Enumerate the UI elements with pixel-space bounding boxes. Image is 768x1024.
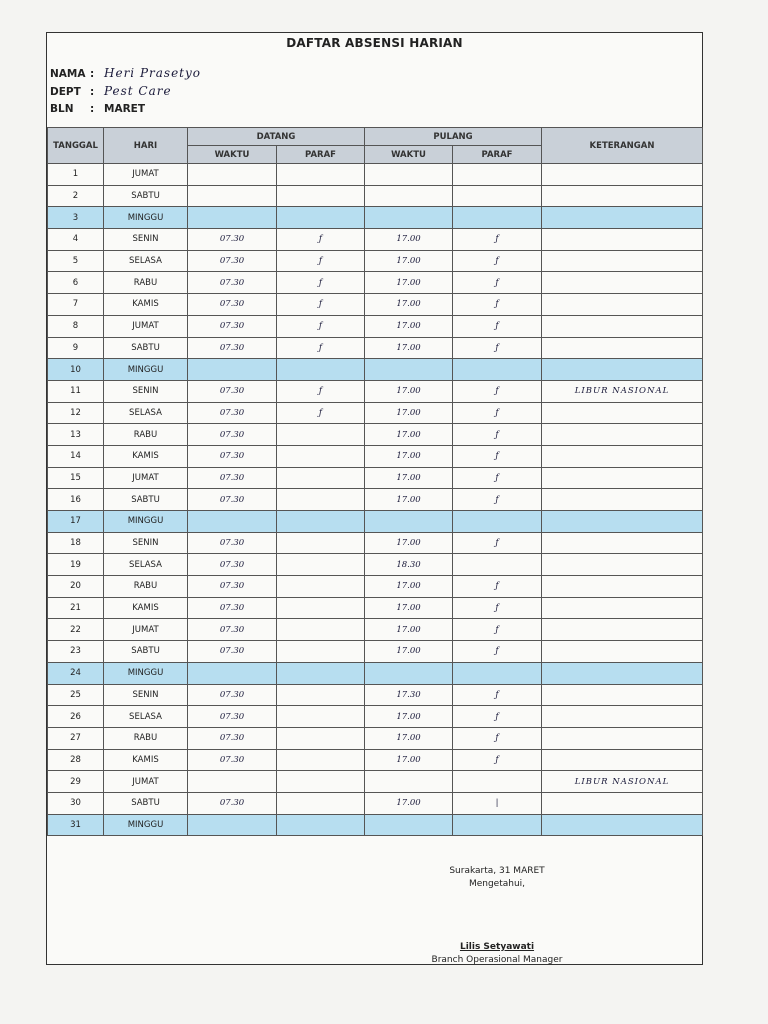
cell-datang-paraf xyxy=(277,489,365,511)
table-row xyxy=(48,207,703,229)
table-row xyxy=(48,359,703,381)
cell-datang-waktu: 07.30 xyxy=(188,250,277,272)
cell-tanggal: 11 xyxy=(48,380,104,402)
cell-tanggal: 22 xyxy=(48,619,104,641)
cell-keterangan: LIBUR NASIONAL xyxy=(542,771,703,793)
cell-pulang-waktu: 17.00 xyxy=(365,250,453,272)
cell-pulang-paraf xyxy=(453,207,542,229)
cell-pulang-waktu: 17.00 xyxy=(365,576,453,598)
cell-hari: KAMIS xyxy=(104,597,188,619)
cell-pulang-paraf xyxy=(453,511,542,533)
cell-hari: MINGGU xyxy=(104,662,188,684)
table-row xyxy=(48,229,703,251)
cell-keterangan xyxy=(542,727,703,749)
cell-pulang-paraf: ƒ xyxy=(453,619,542,641)
cell-datang-paraf xyxy=(277,467,365,489)
cell-datang-paraf: ƒ xyxy=(277,294,365,316)
cell-pulang-paraf xyxy=(453,771,542,793)
cell-pulang-waktu xyxy=(365,359,453,381)
cell-datang-waktu: 07.30 xyxy=(188,380,277,402)
cell-hari: SELASA xyxy=(104,402,188,424)
table-row xyxy=(48,250,703,272)
cell-tanggal: 2 xyxy=(48,185,104,207)
table-row xyxy=(48,814,703,836)
cell-pulang-waktu: 17.00 xyxy=(365,337,453,359)
cell-keterangan xyxy=(542,532,703,554)
cell-tanggal: 26 xyxy=(48,706,104,728)
cell-keterangan xyxy=(542,315,703,337)
cell-keterangan xyxy=(542,229,703,251)
cell-hari: JUMAT xyxy=(104,619,188,641)
cell-hari: JUMAT xyxy=(104,467,188,489)
dept-value: Pest Care xyxy=(104,84,172,98)
cell-datang-waktu: 07.30 xyxy=(188,315,277,337)
cell-datang-paraf: ƒ xyxy=(277,272,365,294)
cell-pulang-paraf: ƒ xyxy=(453,294,542,316)
signer-role: Branch Operasional Manager xyxy=(431,955,563,965)
cell-tanggal: 29 xyxy=(48,771,104,793)
cell-datang-waktu xyxy=(188,771,277,793)
cell-pulang-waktu: 17.00 xyxy=(365,641,453,663)
page-title: DAFTAR ABSENSI HARIAN xyxy=(286,36,463,50)
table-row xyxy=(48,445,703,467)
header-datang-waktu: WAKTU xyxy=(188,146,277,164)
cell-tanggal: 13 xyxy=(48,424,104,446)
cell-datang-waktu: 07.30 xyxy=(188,684,277,706)
cell-pulang-waktu: 17.00 xyxy=(365,619,453,641)
table-row xyxy=(48,597,703,619)
cell-tanggal: 9 xyxy=(48,337,104,359)
cell-datang-waktu: 07.30 xyxy=(188,402,277,424)
cell-hari: SABTU xyxy=(104,185,188,207)
cell-pulang-waktu: 17.00 xyxy=(365,706,453,728)
cell-pulang-waktu: 17.00 xyxy=(365,445,453,467)
table-row xyxy=(48,706,703,728)
cell-pulang-waktu xyxy=(365,814,453,836)
cell-keterangan xyxy=(542,272,703,294)
cell-tanggal: 27 xyxy=(48,727,104,749)
table-row xyxy=(48,402,703,424)
cell-tanggal: 18 xyxy=(48,532,104,554)
cell-keterangan xyxy=(542,359,703,381)
cell-pulang-waktu: 17.00 xyxy=(365,467,453,489)
cell-tanggal: 25 xyxy=(48,684,104,706)
cell-datang-waktu: 07.30 xyxy=(188,532,277,554)
cell-hari: MINGGU xyxy=(104,207,188,229)
header-datang: DATANG xyxy=(188,128,365,146)
cell-hari: SELASA xyxy=(104,250,188,272)
cell-datang-waktu: 07.30 xyxy=(188,467,277,489)
cell-datang-paraf: ƒ xyxy=(277,229,365,251)
cell-tanggal: 7 xyxy=(48,294,104,316)
table-row xyxy=(48,727,703,749)
cell-datang-paraf xyxy=(277,771,365,793)
cell-datang-waktu: 07.30 xyxy=(188,597,277,619)
cell-hari: KAMIS xyxy=(104,294,188,316)
cell-datang-paraf xyxy=(277,597,365,619)
header-pulang: PULANG xyxy=(365,128,542,146)
cell-datang-waktu xyxy=(188,164,277,186)
cell-datang-paraf xyxy=(277,532,365,554)
cell-datang-waktu: 07.30 xyxy=(188,576,277,598)
cell-pulang-paraf: ƒ xyxy=(453,467,542,489)
cell-tanggal: 24 xyxy=(48,662,104,684)
cell-datang-paraf xyxy=(277,619,365,641)
cell-pulang-waktu: 17.00 xyxy=(365,380,453,402)
table-row xyxy=(48,294,703,316)
cell-datang-paraf xyxy=(277,576,365,598)
cell-keterangan xyxy=(542,814,703,836)
header-datang-paraf: PARAF xyxy=(277,146,365,164)
header-pulang-paraf: PARAF xyxy=(453,146,542,164)
cell-datang-waktu: 07.30 xyxy=(188,445,277,467)
cell-hari: SENIN xyxy=(104,532,188,554)
cell-pulang-waktu: 17.00 xyxy=(365,749,453,771)
cell-pulang-paraf: ƒ xyxy=(453,445,542,467)
cell-pulang-waktu: 17.30 xyxy=(365,684,453,706)
cell-keterangan xyxy=(542,337,703,359)
cell-keterangan xyxy=(542,511,703,533)
cell-hari: RABU xyxy=(104,272,188,294)
cell-keterangan xyxy=(542,684,703,706)
cell-hari: SENIN xyxy=(104,229,188,251)
cell-hari: RABU xyxy=(104,424,188,446)
cell-keterangan xyxy=(542,402,703,424)
header-hari: HARI xyxy=(104,128,188,164)
cell-pulang-paraf: ƒ xyxy=(453,706,542,728)
cell-pulang-paraf: ƒ xyxy=(453,229,542,251)
table-row xyxy=(48,380,703,402)
table-row xyxy=(48,619,703,641)
cell-keterangan xyxy=(542,619,703,641)
cell-tanggal: 17 xyxy=(48,511,104,533)
cell-tanggal: 14 xyxy=(48,445,104,467)
cell-pulang-paraf: ƒ xyxy=(453,489,542,511)
table-row xyxy=(48,662,703,684)
cell-tanggal: 20 xyxy=(48,576,104,598)
cell-datang-waktu: 07.30 xyxy=(188,792,277,814)
cell-hari: RABU xyxy=(104,576,188,598)
cell-datang-paraf xyxy=(277,445,365,467)
table-row xyxy=(48,272,703,294)
cell-datang-waktu: 07.30 xyxy=(188,749,277,771)
nama-value: Heri Prasetyo xyxy=(104,66,202,80)
table-row xyxy=(48,771,703,793)
cell-keterangan xyxy=(542,706,703,728)
cell-keterangan xyxy=(542,641,703,663)
table-row xyxy=(48,576,703,598)
cell-datang-waktu xyxy=(188,662,277,684)
cell-datang-waktu: 07.30 xyxy=(188,706,277,728)
table-row xyxy=(48,749,703,771)
cell-tanggal: 12 xyxy=(48,402,104,424)
cell-datang-paraf xyxy=(277,749,365,771)
cell-hari: SELASA xyxy=(104,706,188,728)
cell-datang-paraf xyxy=(277,706,365,728)
cell-datang-waktu: 07.30 xyxy=(188,337,277,359)
cell-datang-waktu xyxy=(188,185,277,207)
cell-datang-waktu xyxy=(188,511,277,533)
cell-keterangan xyxy=(542,445,703,467)
signer-name: Lilis Setyawati xyxy=(459,942,535,952)
place-date: Surakarta, 31 MARET xyxy=(449,866,545,876)
cell-datang-waktu: 07.30 xyxy=(188,554,277,576)
cell-pulang-waktu: 17.00 xyxy=(365,792,453,814)
cell-datang-paraf xyxy=(277,164,365,186)
cell-pulang-paraf: ƒ xyxy=(453,684,542,706)
table-row xyxy=(48,684,703,706)
cell-datang-waktu: 07.30 xyxy=(188,424,277,446)
cell-keterangan xyxy=(542,207,703,229)
cell-datang-paraf xyxy=(277,207,365,229)
header-tanggal: TANGGAL xyxy=(48,128,104,164)
cell-datang-paraf: ƒ xyxy=(277,402,365,424)
cell-pulang-paraf: ƒ xyxy=(453,532,542,554)
cell-keterangan xyxy=(542,576,703,598)
cell-hari: JUMAT xyxy=(104,315,188,337)
table-row xyxy=(48,467,703,489)
cell-datang-paraf xyxy=(277,641,365,663)
cell-tanggal: 30 xyxy=(48,792,104,814)
cell-hari: KAMIS xyxy=(104,749,188,771)
cell-hari: SABTU xyxy=(104,641,188,663)
cell-pulang-paraf: ƒ xyxy=(453,727,542,749)
cell-datang-paraf xyxy=(277,727,365,749)
cell-hari: KAMIS xyxy=(104,445,188,467)
cell-keterangan xyxy=(542,489,703,511)
table-row xyxy=(48,532,703,554)
cell-datang-waktu xyxy=(188,207,277,229)
cell-datang-paraf xyxy=(277,424,365,446)
cell-pulang-waktu xyxy=(365,511,453,533)
cell-pulang-paraf: ƒ xyxy=(453,250,542,272)
cell-pulang-paraf: ƒ xyxy=(453,380,542,402)
cell-datang-paraf xyxy=(277,814,365,836)
cell-pulang-waktu: 17.00 xyxy=(365,597,453,619)
cell-tanggal: 4 xyxy=(48,229,104,251)
cell-tanggal: 15 xyxy=(48,467,104,489)
cell-pulang-waktu: 17.00 xyxy=(365,294,453,316)
attendance-table xyxy=(47,127,703,836)
table-row xyxy=(48,641,703,663)
attendance-rows xyxy=(48,164,703,836)
cell-pulang-waktu: 17.00 xyxy=(365,272,453,294)
cell-pulang-waktu xyxy=(365,164,453,186)
cell-pulang-paraf: ƒ xyxy=(453,337,542,359)
cell-tanggal: 19 xyxy=(48,554,104,576)
cell-hari: MINGGU xyxy=(104,359,188,381)
cell-keterangan xyxy=(542,185,703,207)
cell-tanggal: 5 xyxy=(48,250,104,272)
info-nama: NAMA : Heri Prasetyo xyxy=(50,66,202,80)
cell-hari: JUMAT xyxy=(104,164,188,186)
cell-tanggal: 6 xyxy=(48,272,104,294)
cell-datang-paraf: ƒ xyxy=(277,315,365,337)
cell-keterangan xyxy=(542,597,703,619)
cell-hari: SABTU xyxy=(104,792,188,814)
cell-pulang-waktu: 17.00 xyxy=(365,402,453,424)
attendance-sheet xyxy=(46,32,703,965)
cell-pulang-paraf: ƒ xyxy=(453,749,542,771)
cell-keterangan: LIBUR NASIONAL xyxy=(542,380,703,402)
cell-tanggal: 23 xyxy=(48,641,104,663)
cell-pulang-waktu: 17.00 xyxy=(365,727,453,749)
table-row xyxy=(48,511,703,533)
cell-pulang-waktu xyxy=(365,207,453,229)
cell-hari: MINGGU xyxy=(104,511,188,533)
cell-pulang-paraf: ƒ xyxy=(453,641,542,663)
cell-hari: SABTU xyxy=(104,337,188,359)
cell-pulang-paraf xyxy=(453,164,542,186)
cell-pulang-paraf: | xyxy=(453,792,542,814)
cell-tanggal: 1 xyxy=(48,164,104,186)
cell-datang-paraf xyxy=(277,792,365,814)
cell-datang-waktu: 07.30 xyxy=(188,727,277,749)
cell-tanggal: 28 xyxy=(48,749,104,771)
cell-datang-waktu: 07.30 xyxy=(188,272,277,294)
cell-datang-waktu: 07.30 xyxy=(188,489,277,511)
cell-datang-paraf: ƒ xyxy=(277,337,365,359)
cell-pulang-waktu: 17.00 xyxy=(365,532,453,554)
cell-pulang-waktu xyxy=(365,771,453,793)
cell-tanggal: 16 xyxy=(48,489,104,511)
cell-pulang-waktu: 17.00 xyxy=(365,424,453,446)
cell-keterangan xyxy=(542,662,703,684)
cell-tanggal: 31 xyxy=(48,814,104,836)
cell-tanggal: 8 xyxy=(48,315,104,337)
table-row xyxy=(48,337,703,359)
cell-tanggal: 3 xyxy=(48,207,104,229)
info-bln: BLN : MARET xyxy=(50,103,145,115)
cell-hari: SELASA xyxy=(104,554,188,576)
table-row xyxy=(48,424,703,446)
cell-datang-waktu xyxy=(188,814,277,836)
cell-pulang-waktu xyxy=(365,185,453,207)
table-row xyxy=(48,315,703,337)
acknowledged: Mengetahui, xyxy=(468,879,526,889)
cell-tanggal: 21 xyxy=(48,597,104,619)
cell-pulang-paraf xyxy=(453,662,542,684)
header-keterangan: KETERANGAN xyxy=(542,128,703,164)
cell-pulang-paraf: ƒ xyxy=(453,576,542,598)
cell-datang-waktu: 07.30 xyxy=(188,641,277,663)
cell-hari: SABTU xyxy=(104,489,188,511)
cell-pulang-paraf xyxy=(453,359,542,381)
cell-pulang-waktu: 17.00 xyxy=(365,489,453,511)
cell-hari: JUMAT xyxy=(104,771,188,793)
table-row xyxy=(48,164,703,186)
cell-keterangan xyxy=(542,467,703,489)
cell-keterangan xyxy=(542,554,703,576)
cell-datang-paraf xyxy=(277,662,365,684)
table-row xyxy=(48,554,703,576)
cell-datang-paraf xyxy=(277,511,365,533)
cell-pulang-paraf: ƒ xyxy=(453,315,542,337)
cell-pulang-waktu: 17.00 xyxy=(365,315,453,337)
table-row xyxy=(48,489,703,511)
cell-datang-waktu xyxy=(188,359,277,381)
cell-keterangan xyxy=(542,749,703,771)
cell-hari: MINGGU xyxy=(104,814,188,836)
cell-hari: SENIN xyxy=(104,380,188,402)
cell-keterangan xyxy=(542,250,703,272)
table-row xyxy=(48,792,703,814)
header-pulang-waktu: WAKTU xyxy=(365,146,453,164)
cell-datang-waktu: 07.30 xyxy=(188,229,277,251)
cell-keterangan xyxy=(542,424,703,446)
cell-datang-paraf xyxy=(277,684,365,706)
cell-datang-paraf: ƒ xyxy=(277,250,365,272)
cell-tanggal: 10 xyxy=(48,359,104,381)
cell-datang-paraf xyxy=(277,359,365,381)
cell-pulang-waktu xyxy=(365,662,453,684)
cell-datang-paraf: ƒ xyxy=(277,380,365,402)
cell-hari: SENIN xyxy=(104,684,188,706)
cell-pulang-waktu: 17.00 xyxy=(365,229,453,251)
cell-keterangan xyxy=(542,164,703,186)
cell-datang-waktu: 07.30 xyxy=(188,619,277,641)
bln-value: MARET xyxy=(104,103,145,115)
cell-keterangan xyxy=(542,792,703,814)
cell-pulang-paraf: ƒ xyxy=(453,272,542,294)
cell-keterangan xyxy=(542,294,703,316)
cell-pulang-paraf: ƒ xyxy=(453,597,542,619)
cell-pulang-waktu: 18.30 xyxy=(365,554,453,576)
cell-pulang-paraf: ƒ xyxy=(453,402,542,424)
cell-pulang-paraf: ƒ xyxy=(453,424,542,446)
cell-datang-waktu: 07.30 xyxy=(188,294,277,316)
cell-pulang-paraf xyxy=(453,185,542,207)
signature-block xyxy=(427,865,567,967)
cell-datang-paraf xyxy=(277,554,365,576)
cell-hari: RABU xyxy=(104,727,188,749)
cell-datang-paraf xyxy=(277,185,365,207)
cell-pulang-paraf xyxy=(453,554,542,576)
info-dept: DEPT : Pest Care xyxy=(50,84,172,98)
table-row xyxy=(48,185,703,207)
cell-pulang-paraf xyxy=(453,814,542,836)
